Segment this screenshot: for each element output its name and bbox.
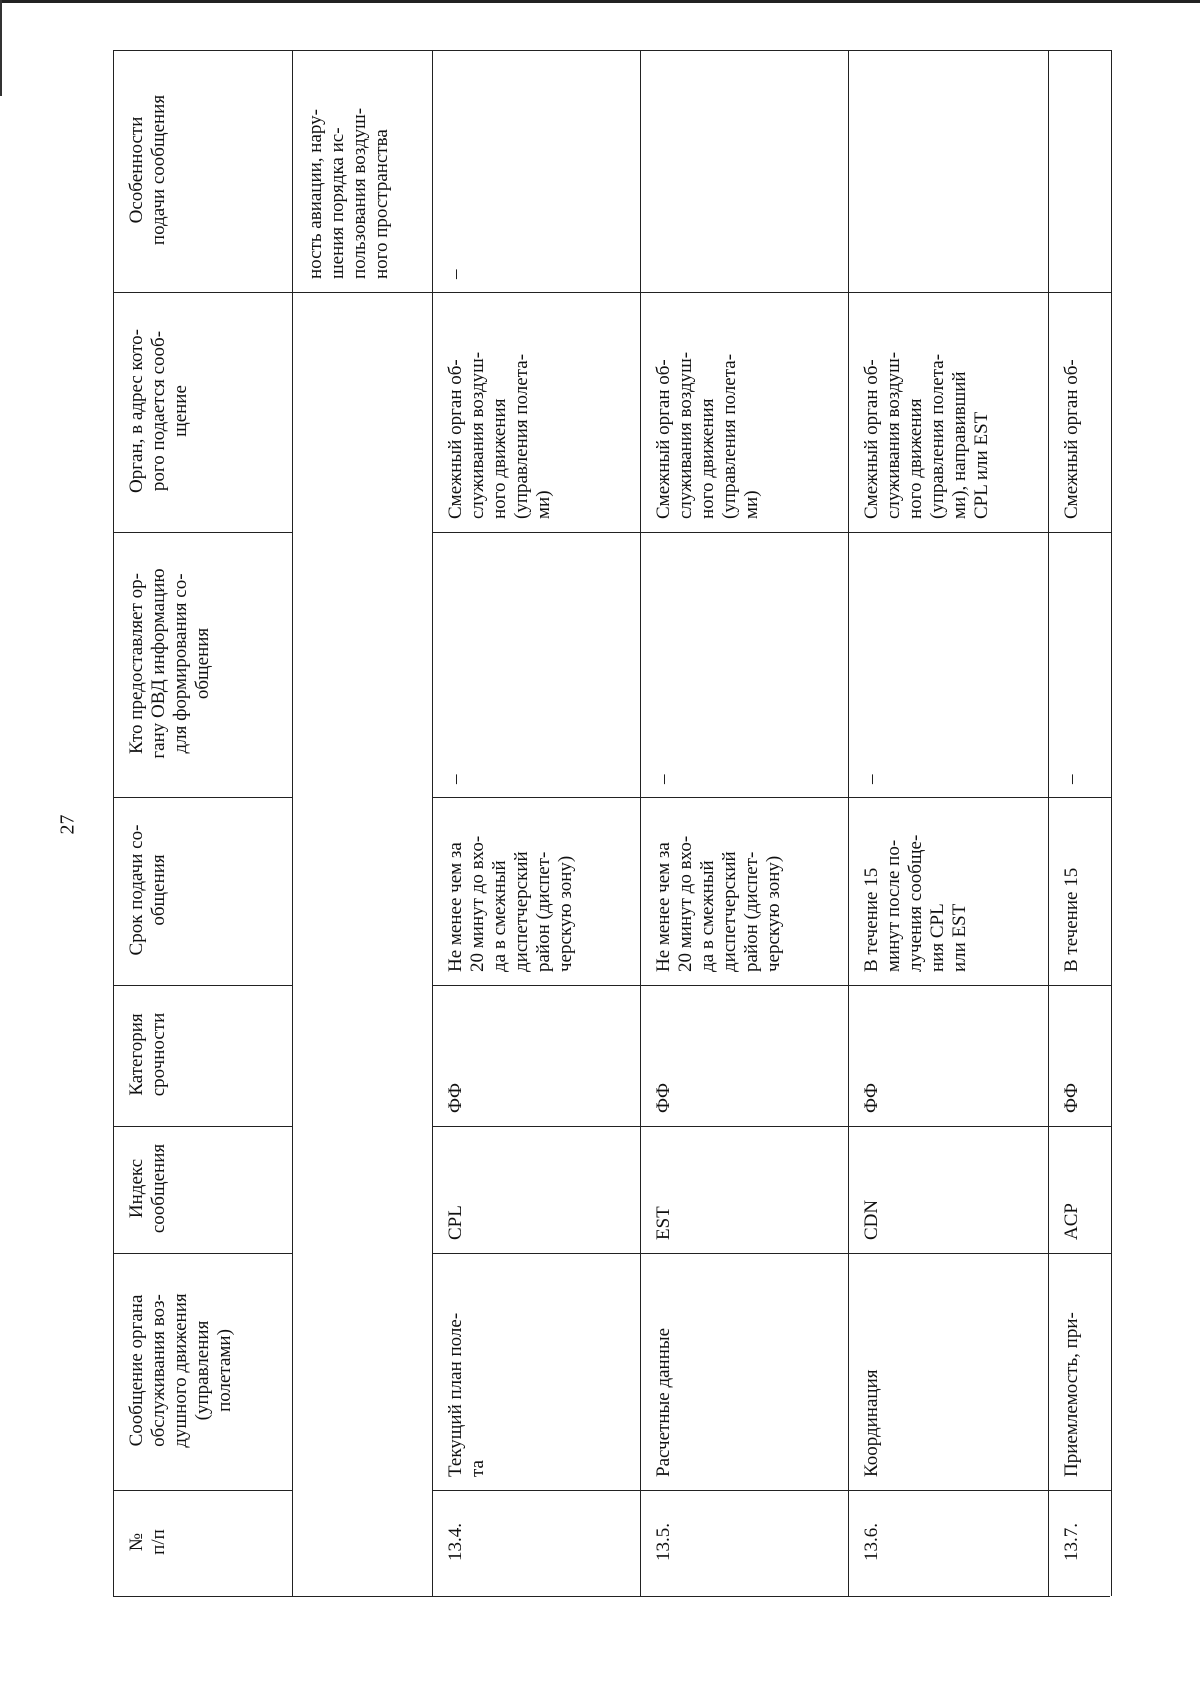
cell-text-deadline: Срок подачи со- общения [126,824,169,956]
cell-text-category: ФФ [653,1082,674,1113]
cell-text-index: ACP [1061,1203,1082,1240]
cell-text-provider: – [653,774,674,784]
cell-recipient [433,292,641,533]
table-row [432,50,641,1596]
cell-text-features [849,51,1049,293]
cell-message [114,1253,293,1491]
cell-deadline [293,797,433,985]
page-number: 27 [56,814,79,835]
cell-message [433,1253,641,1491]
cell-text-num: 13.4. [445,1523,466,1561]
cell-text-provider: – [445,774,466,784]
cell-category [1049,985,1111,1127]
cell-category [641,985,849,1127]
table-continuation-row [292,50,433,1596]
cell-text-index: Индекс сообщения [126,1143,169,1234]
cell-features [433,50,641,293]
cell-text-recipient: Смежный орган об- служивания воздуш- ного движения (управления полета- ми), направивший CPL или EST [861,351,992,519]
cell-text-deadline: В течение 15 минут после по- лучения сообще- ния CPL или EST [861,834,970,972]
cell-text-features: – [445,269,466,279]
cell-text-message: Приемлемость, при- [1061,1312,1082,1477]
cell-num [114,1490,293,1597]
cell-num [641,1490,849,1597]
cell-text-deadline: В течение 15 [1061,867,1082,972]
cell-category [433,985,641,1127]
cell-text-features [641,51,849,293]
cell-recipient [641,292,849,533]
cell-features [114,50,293,293]
table-bottom-border [113,1596,1110,1597]
cell-recipient [1049,292,1111,533]
cell-provider [1049,532,1111,798]
cell-index [849,1126,1049,1254]
cell-features [1049,50,1111,293]
cell-provider [641,532,849,798]
cell-text-recipient: Смежный орган об- [1061,359,1082,519]
cell-deadline [433,797,641,986]
cell-num [293,1490,433,1596]
cell-text-deadline: Не менее чем за 20 минут до вхо- да в смежный диспетчерский район (диспет- черскую зону) [445,835,576,972]
cell-text-index: CPL [445,1205,466,1240]
cell-provider [114,532,293,798]
cell-category [849,985,1049,1127]
cell-text-num: 13.5. [653,1523,674,1561]
cell-deadline [1049,797,1111,986]
cell-text-message: Текущий план поле- та [445,1312,488,1477]
cell-text-index: CDN [861,1199,882,1240]
table-row [1048,50,1112,1596]
cell-text-provider: – [861,774,882,784]
cell-text-recipient: Смежный орган об- служивания воздуш- ного движения (управления полета- ми) [445,351,554,519]
cell-features [641,50,849,293]
cell-message [641,1253,849,1491]
cell-index [641,1126,849,1254]
scan-left-edge [0,0,2,96]
cell-features [849,50,1049,293]
cell-index [1049,1126,1111,1254]
cell-text-recipient: Орган, в адрес кото- рого подается сооб- щение [126,329,191,493]
cell-deadline [641,797,849,986]
cell-text-num: 13.6. [861,1523,882,1561]
cell-index [114,1126,293,1254]
cell-recipient [114,292,293,533]
cell-message [1049,1253,1111,1491]
cell-index [293,1126,433,1253]
cell-num [849,1490,1049,1597]
cell-text-category: Категория срочности [126,1012,169,1097]
scan-top-border [0,0,1200,3]
cell-text-features [1049,51,1111,293]
cell-message [849,1253,1049,1491]
cell-message [293,1253,433,1490]
cell-text-category: ФФ [861,1082,882,1113]
cell-text-features: ность авиации, нару- шения порядка ис- пользования воздуш- ного пространства [305,107,392,279]
cell-text-num: 13.7. [1061,1523,1082,1561]
cell-category [293,985,433,1126]
cell-provider [433,532,641,798]
cell-num [1049,1490,1111,1597]
cell-category [114,985,293,1127]
cell-provider [849,532,1049,798]
cell-num [433,1490,641,1597]
cell-deadline [114,797,293,986]
cell-text-provider: Кто предоставляет ор- гану ОВД информацию для формирования со- общения [126,568,213,759]
cell-text-category: ФФ [445,1082,466,1113]
cell-text-category: ФФ [1061,1082,1082,1113]
cell-deadline [849,797,1049,986]
cell-features [293,50,433,293]
table-row [640,50,849,1596]
cell-text-recipient: Смежный орган об- служивания воздуш- ного движения (управления полета- ми) [653,351,762,519]
cell-text-message: Координация [861,1369,882,1477]
cell-text-features: Особенности подачи сообщения [126,94,169,246]
table-row [848,50,1049,1596]
cell-recipient [293,292,433,533]
cell-text-message: Сообщение органа обслуживания воз- душного движения (управления полетами) [126,1293,235,1448]
cell-text-deadline: Не менее чем за 20 минут до вхо- да в смежный диспетчерский район (диспет- черскую зону) [653,835,784,972]
cell-index [433,1126,641,1254]
cell-recipient [849,292,1049,533]
cell-provider [293,532,433,797]
cell-text-provider: – [1061,774,1082,784]
cell-text-num: № п/п [126,1529,169,1555]
table-header-row [113,50,293,1596]
cell-text-message: Расчетные данные [653,1327,674,1477]
cell-text-index: EST [653,1206,674,1240]
